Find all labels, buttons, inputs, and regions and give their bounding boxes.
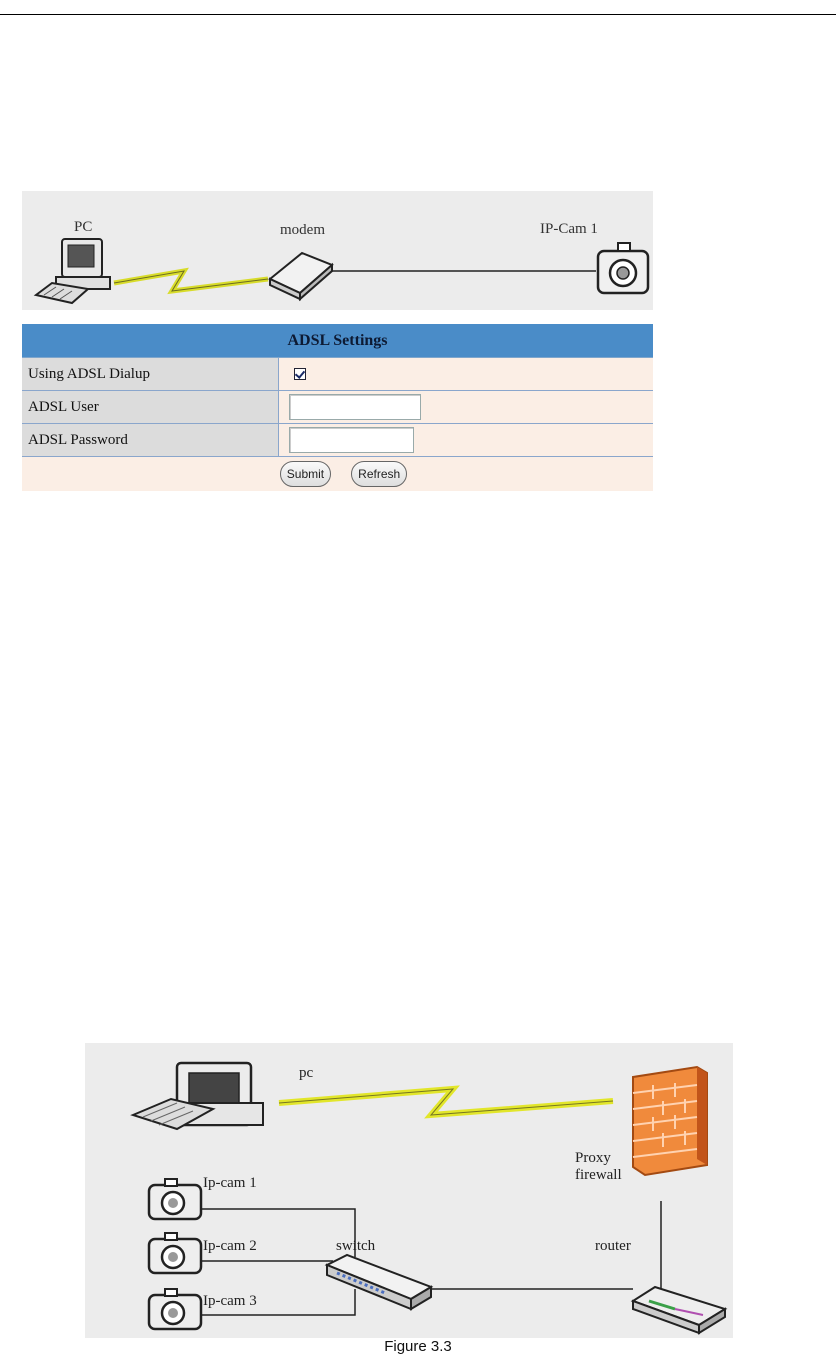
ipcam-3-label: Ip-cam 3 bbox=[203, 1293, 257, 1309]
switch-label: switch bbox=[336, 1238, 376, 1254]
pc-label: PC bbox=[74, 219, 93, 235]
adsl-user-label: ADSL User bbox=[22, 391, 279, 423]
adsl-dialup-label: Using ADSL Dialup bbox=[22, 358, 279, 390]
adsl-dialup-row bbox=[22, 358, 653, 391]
ip-camera-icon bbox=[598, 243, 648, 293]
ip-camera-2-icon bbox=[149, 1233, 201, 1273]
pc-icon bbox=[133, 1063, 263, 1129]
ipcam-label: IP-Cam 1 bbox=[540, 221, 598, 237]
wireless-link-icon bbox=[279, 1089, 613, 1115]
wireless-link-icon bbox=[114, 271, 268, 291]
router-icon bbox=[633, 1287, 725, 1333]
router-label: router bbox=[595, 1238, 631, 1254]
adsl-user-input[interactable] bbox=[289, 394, 421, 420]
pc-icon bbox=[36, 239, 110, 303]
adsl-settings-panel bbox=[22, 324, 653, 490]
ip-camera-1-icon bbox=[149, 1179, 201, 1219]
adsl-password-row bbox=[22, 424, 653, 457]
modem-icon bbox=[270, 253, 332, 299]
adsl-password-input[interactable] bbox=[289, 427, 414, 453]
modem-label: modem bbox=[280, 222, 325, 238]
adsl-settings-title: ADSL Settings bbox=[22, 324, 653, 358]
page-header-rule bbox=[0, 14, 836, 15]
submit-button[interactable]: Submit bbox=[280, 461, 331, 487]
pc-label: pc bbox=[299, 1065, 314, 1081]
adsl-actions-row bbox=[22, 457, 653, 491]
refresh-button[interactable]: Refresh bbox=[351, 461, 407, 487]
firewall-icon bbox=[633, 1067, 707, 1175]
ipcam-2-label: Ip-cam 2 bbox=[203, 1238, 257, 1254]
ip-camera-3-icon bbox=[149, 1289, 201, 1329]
proxy-label: Proxy bbox=[575, 1150, 611, 1166]
switch-icon bbox=[327, 1255, 431, 1309]
ipcam-1-label: Ip-cam 1 bbox=[203, 1175, 257, 1191]
firewall-label: firewall bbox=[575, 1167, 622, 1183]
adsl-password-label: ADSL Password bbox=[22, 424, 279, 456]
adsl-user-row bbox=[22, 391, 653, 424]
proxy-topology-diagram bbox=[85, 1043, 733, 1338]
figure-caption: Figure 3.3 bbox=[384, 1338, 452, 1355]
adsl-dialup-checkbox[interactable] bbox=[294, 368, 306, 380]
adsl-topology-diagram bbox=[22, 191, 653, 310]
